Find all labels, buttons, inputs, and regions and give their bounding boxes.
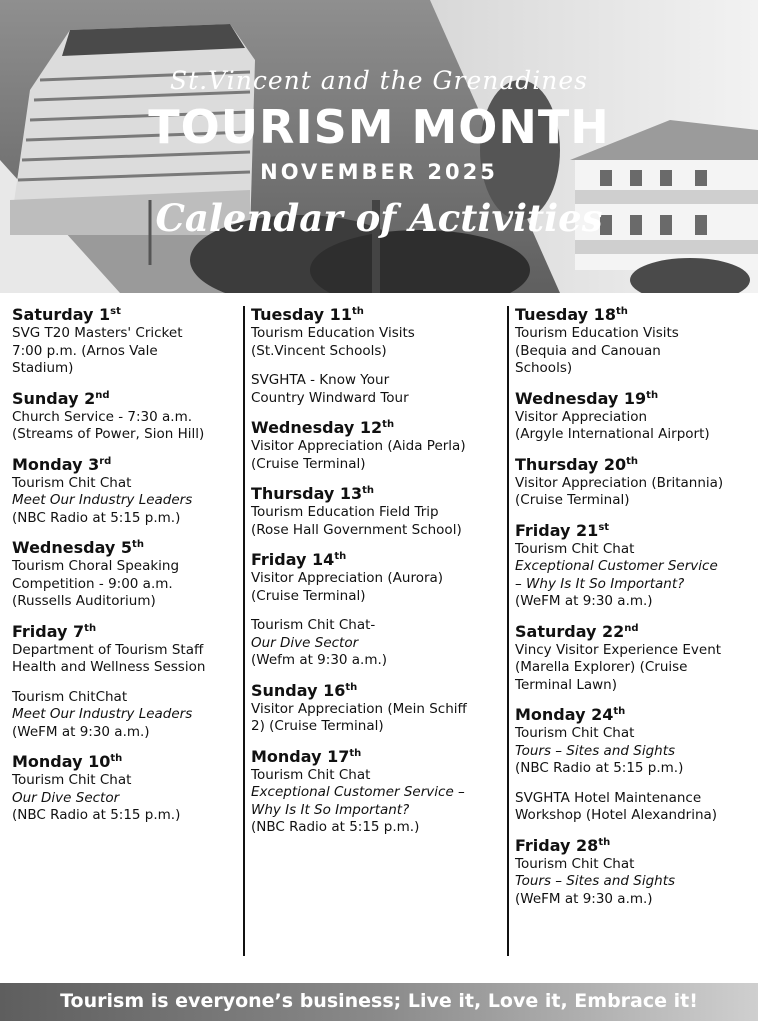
event-detail: (Russells Auditorium) <box>12 593 156 609</box>
day-heading-text: Monday 24 <box>515 705 614 724</box>
day-ordinal-suffix: th <box>615 306 628 317</box>
calendar-column-2 <box>251 305 499 848</box>
day-heading-text: Sunday 16 <box>251 680 346 700</box>
event-detail: (Rose Hall Government School) <box>251 521 462 538</box>
day-heading <box>251 681 499 701</box>
day-heading-text: Tuesday 18 <box>515 305 616 324</box>
day-ordinal-suffix: th <box>626 455 639 467</box>
calendar-day-entry <box>251 747 499 837</box>
day-ordinal-suffix: th <box>349 747 362 759</box>
banner-calendar-title: Calendar of Activities <box>155 196 603 240</box>
event-detail: (St.Vincent Schools) <box>251 342 387 359</box>
event-detail: Visitor Appreciation (Aida Perla) <box>251 438 466 454</box>
event-detail: Tourism Chit Chat- <box>251 617 376 633</box>
day-heading-text: Friday 21 <box>515 520 599 540</box>
event-detail: Tourism Choral Speaking <box>12 558 180 574</box>
event-detail: Tourism Education Visits <box>251 325 415 341</box>
calendar-day-entry <box>515 305 753 378</box>
event-topic: Exceptional Customer Service – <box>251 784 465 800</box>
footer-bar <box>0 983 758 1021</box>
day-heading <box>12 305 234 325</box>
event-detail: (Cruise Terminal) <box>251 587 366 604</box>
day-heading-text: Friday 7 <box>12 621 85 641</box>
event-detail: Tourism Chit Chat <box>251 766 371 783</box>
day-ordinal-suffix: th <box>382 419 395 430</box>
day-heading <box>515 705 753 725</box>
spacer <box>251 605 499 617</box>
day-heading <box>251 550 499 570</box>
event-detail: (NBC Radio at 5:15 p.m.) <box>515 760 684 776</box>
day-ordinal-suffix: th <box>84 622 97 634</box>
calendar-day-entry <box>251 418 499 473</box>
day-heading-text: Friday 14 <box>251 550 335 569</box>
event-topic: Meet Our Industry Leaders <box>12 706 193 722</box>
spacer <box>515 778 753 790</box>
footer-slogan: Tourism is everyone’s business; Live it, Love it, Embrace it! <box>60 990 698 1012</box>
day-ordinal-suffix: nd <box>95 389 110 401</box>
day-heading <box>12 538 234 558</box>
day-ordinal-suffix: th <box>351 306 364 317</box>
day-ordinal-suffix: th <box>362 485 375 496</box>
day-ordinal-suffix: th <box>646 389 659 401</box>
event-detail: (NBC Radio at 5:15 p.m.) <box>12 807 181 823</box>
header-banner <box>0 0 758 293</box>
day-heading <box>515 521 753 541</box>
banner-main-title: TOURISM MONTH <box>148 100 610 154</box>
calendar-day-entry <box>12 305 234 378</box>
event-topic: Our Dive Sector <box>12 789 120 806</box>
calendar-day-entry <box>515 622 753 695</box>
event-detail: Visitor Appreciation (Aurora) <box>251 570 444 586</box>
day-heading-text: Wednesday 19 <box>515 388 647 408</box>
event-detail: SVG T20 Masters' Cricket <box>12 325 183 341</box>
event-detail: Tourism Chit Chat <box>12 474 132 491</box>
day-heading <box>515 305 753 325</box>
event-detail: Vincy Visitor Experience Event <box>515 641 722 658</box>
event-detail: (Argyle International Airport) <box>515 426 710 442</box>
event-detail: (WeFM at 9:30 a.m.) <box>515 593 653 609</box>
day-heading <box>12 389 234 409</box>
day-ordinal-suffix: nd <box>624 622 639 634</box>
day-heading <box>12 622 234 642</box>
day-heading-text: Friday 28 <box>515 835 599 855</box>
event-detail: Visitor Appreciation (Mein Schiff <box>251 700 467 717</box>
calendar-column-1 <box>12 305 234 836</box>
event-detail: SVGHTA - Know Your <box>251 372 390 388</box>
calendar-column-3 <box>515 305 753 919</box>
event-detail: Tourism ChitChat <box>12 688 128 705</box>
day-ordinal-suffix: st <box>110 306 121 317</box>
day-heading-text: Saturday 1 <box>12 305 111 324</box>
day-heading <box>251 484 499 504</box>
day-heading-text: Tuesday 11 <box>251 305 352 324</box>
column-divider <box>507 306 509 956</box>
event-detail: Tourism Chit Chat <box>515 725 635 741</box>
day-ordinal-suffix: th <box>110 753 123 764</box>
event-detail: 2) (Cruise Terminal) <box>251 718 384 734</box>
day-heading <box>12 455 234 475</box>
day-heading <box>251 418 499 438</box>
day-heading-text: Thursday 13 <box>251 484 363 503</box>
day-heading-text: Saturday 22 <box>515 621 625 641</box>
calendar-day-entry <box>12 455 234 528</box>
event-detail: (Cruise Terminal) <box>251 455 366 472</box>
event-detail: Terminal Lawn) <box>515 676 618 693</box>
day-heading <box>251 305 499 325</box>
event-detail: (NBC Radio at 5:15 p.m.) <box>251 819 420 835</box>
event-detail: (WeFM at 9:30 a.m.) <box>12 723 150 740</box>
day-heading <box>515 389 753 409</box>
event-detail: Department of Tourism Staff <box>12 641 204 658</box>
event-detail: (Marella Explorer) (Cruise <box>515 659 688 675</box>
column-divider <box>243 306 245 956</box>
spacer <box>12 677 234 689</box>
day-heading-text: Sunday 2 <box>12 388 96 408</box>
event-detail: (Cruise Terminal) <box>515 492 630 508</box>
event-detail: (WeFM at 9:30 a.m.) <box>515 890 653 907</box>
event-detail: Tourism Education Field Trip <box>251 504 439 520</box>
event-detail: Tourism Chit Chat <box>515 855 635 872</box>
calendar-day-entry <box>251 484 499 539</box>
day-heading-text: Thursday 20 <box>515 454 627 474</box>
day-heading-text: Monday 3 <box>12 454 100 474</box>
day-heading <box>515 622 753 642</box>
calendar-day-entry <box>515 836 753 909</box>
event-detail: Competition - 9:00 a.m. <box>12 575 173 592</box>
event-topic: Why Is It So Important? <box>251 801 410 818</box>
event-detail: (Wefm at 9:30 a.m.) <box>251 652 388 668</box>
event-detail: (Bequia and Canouan <box>515 342 661 359</box>
event-detail: 7:00 p.m. (Arnos Vale <box>12 342 158 359</box>
calendar-day-entry <box>515 455 753 510</box>
day-heading-text: Wednesday 5 <box>12 538 133 557</box>
event-topic: Our Dive Sector <box>251 634 359 651</box>
day-ordinal-suffix: th <box>132 539 144 550</box>
day-heading-text: Monday 10 <box>12 752 111 771</box>
event-topic: Meet Our Industry Leaders <box>12 492 193 508</box>
calendar-day-entry <box>515 521 753 611</box>
event-detail: Visitor Appreciation <box>515 408 648 425</box>
event-topic: Tours – Sites and Sights <box>515 873 676 889</box>
day-ordinal-suffix: th <box>334 551 347 562</box>
day-ordinal-suffix: rd <box>99 455 112 467</box>
event-detail: Tourism Chit Chat <box>12 772 132 788</box>
day-ordinal-suffix: th <box>613 706 626 717</box>
day-heading <box>515 836 753 856</box>
event-detail: Country Windward Tour <box>251 389 409 406</box>
event-detail: Health and Wellness Session <box>12 659 206 675</box>
event-topic: Tours – Sites and Sights <box>515 742 676 759</box>
calendar-day-entry <box>251 305 499 407</box>
event-detail: (NBC Radio at 5:15 p.m.) <box>12 509 181 526</box>
event-detail: (Streams of Power, Sion Hill) <box>12 426 205 442</box>
banner-country-title: St.Vincent and the Grenadines <box>169 66 588 95</box>
day-heading <box>12 752 234 772</box>
day-ordinal-suffix: th <box>345 681 358 693</box>
event-detail: Stadium) <box>12 360 74 376</box>
calendar-day-entry <box>12 622 234 742</box>
event-detail: Tourism Education Visits <box>515 325 679 341</box>
event-detail: SVGHTA Hotel Maintenance <box>515 789 702 806</box>
banner-month: NOVEMBER 2025 <box>260 160 498 184</box>
event-detail: Schools) <box>515 360 573 376</box>
spacer <box>251 360 499 372</box>
day-ordinal-suffix: st <box>598 521 610 533</box>
calendar-day-entry <box>251 550 499 670</box>
calendar-day-entry <box>12 538 234 611</box>
day-heading <box>515 455 753 475</box>
calendar-day-entry <box>515 389 753 444</box>
event-topic: – Why Is It So Important? <box>515 575 685 592</box>
calendar-day-entry <box>251 681 499 736</box>
event-detail: Visitor Appreciation (Britannia) <box>515 474 724 491</box>
calendar-day-entry <box>12 389 234 444</box>
event-detail: Church Service - 7:30 a.m. <box>12 408 193 425</box>
event-topic: Exceptional Customer Service <box>515 558 718 574</box>
event-detail: Tourism Chit Chat <box>515 540 635 557</box>
event-detail: Workshop (Hotel Alexandrina) <box>515 807 718 823</box>
calendar-day-entry <box>12 752 234 825</box>
day-ordinal-suffix: th <box>598 836 611 848</box>
day-heading-text: Monday 17 <box>251 746 350 766</box>
day-heading <box>251 747 499 767</box>
calendar-day-entry <box>515 705 753 825</box>
day-heading-text: Wednesday 12 <box>251 418 383 437</box>
